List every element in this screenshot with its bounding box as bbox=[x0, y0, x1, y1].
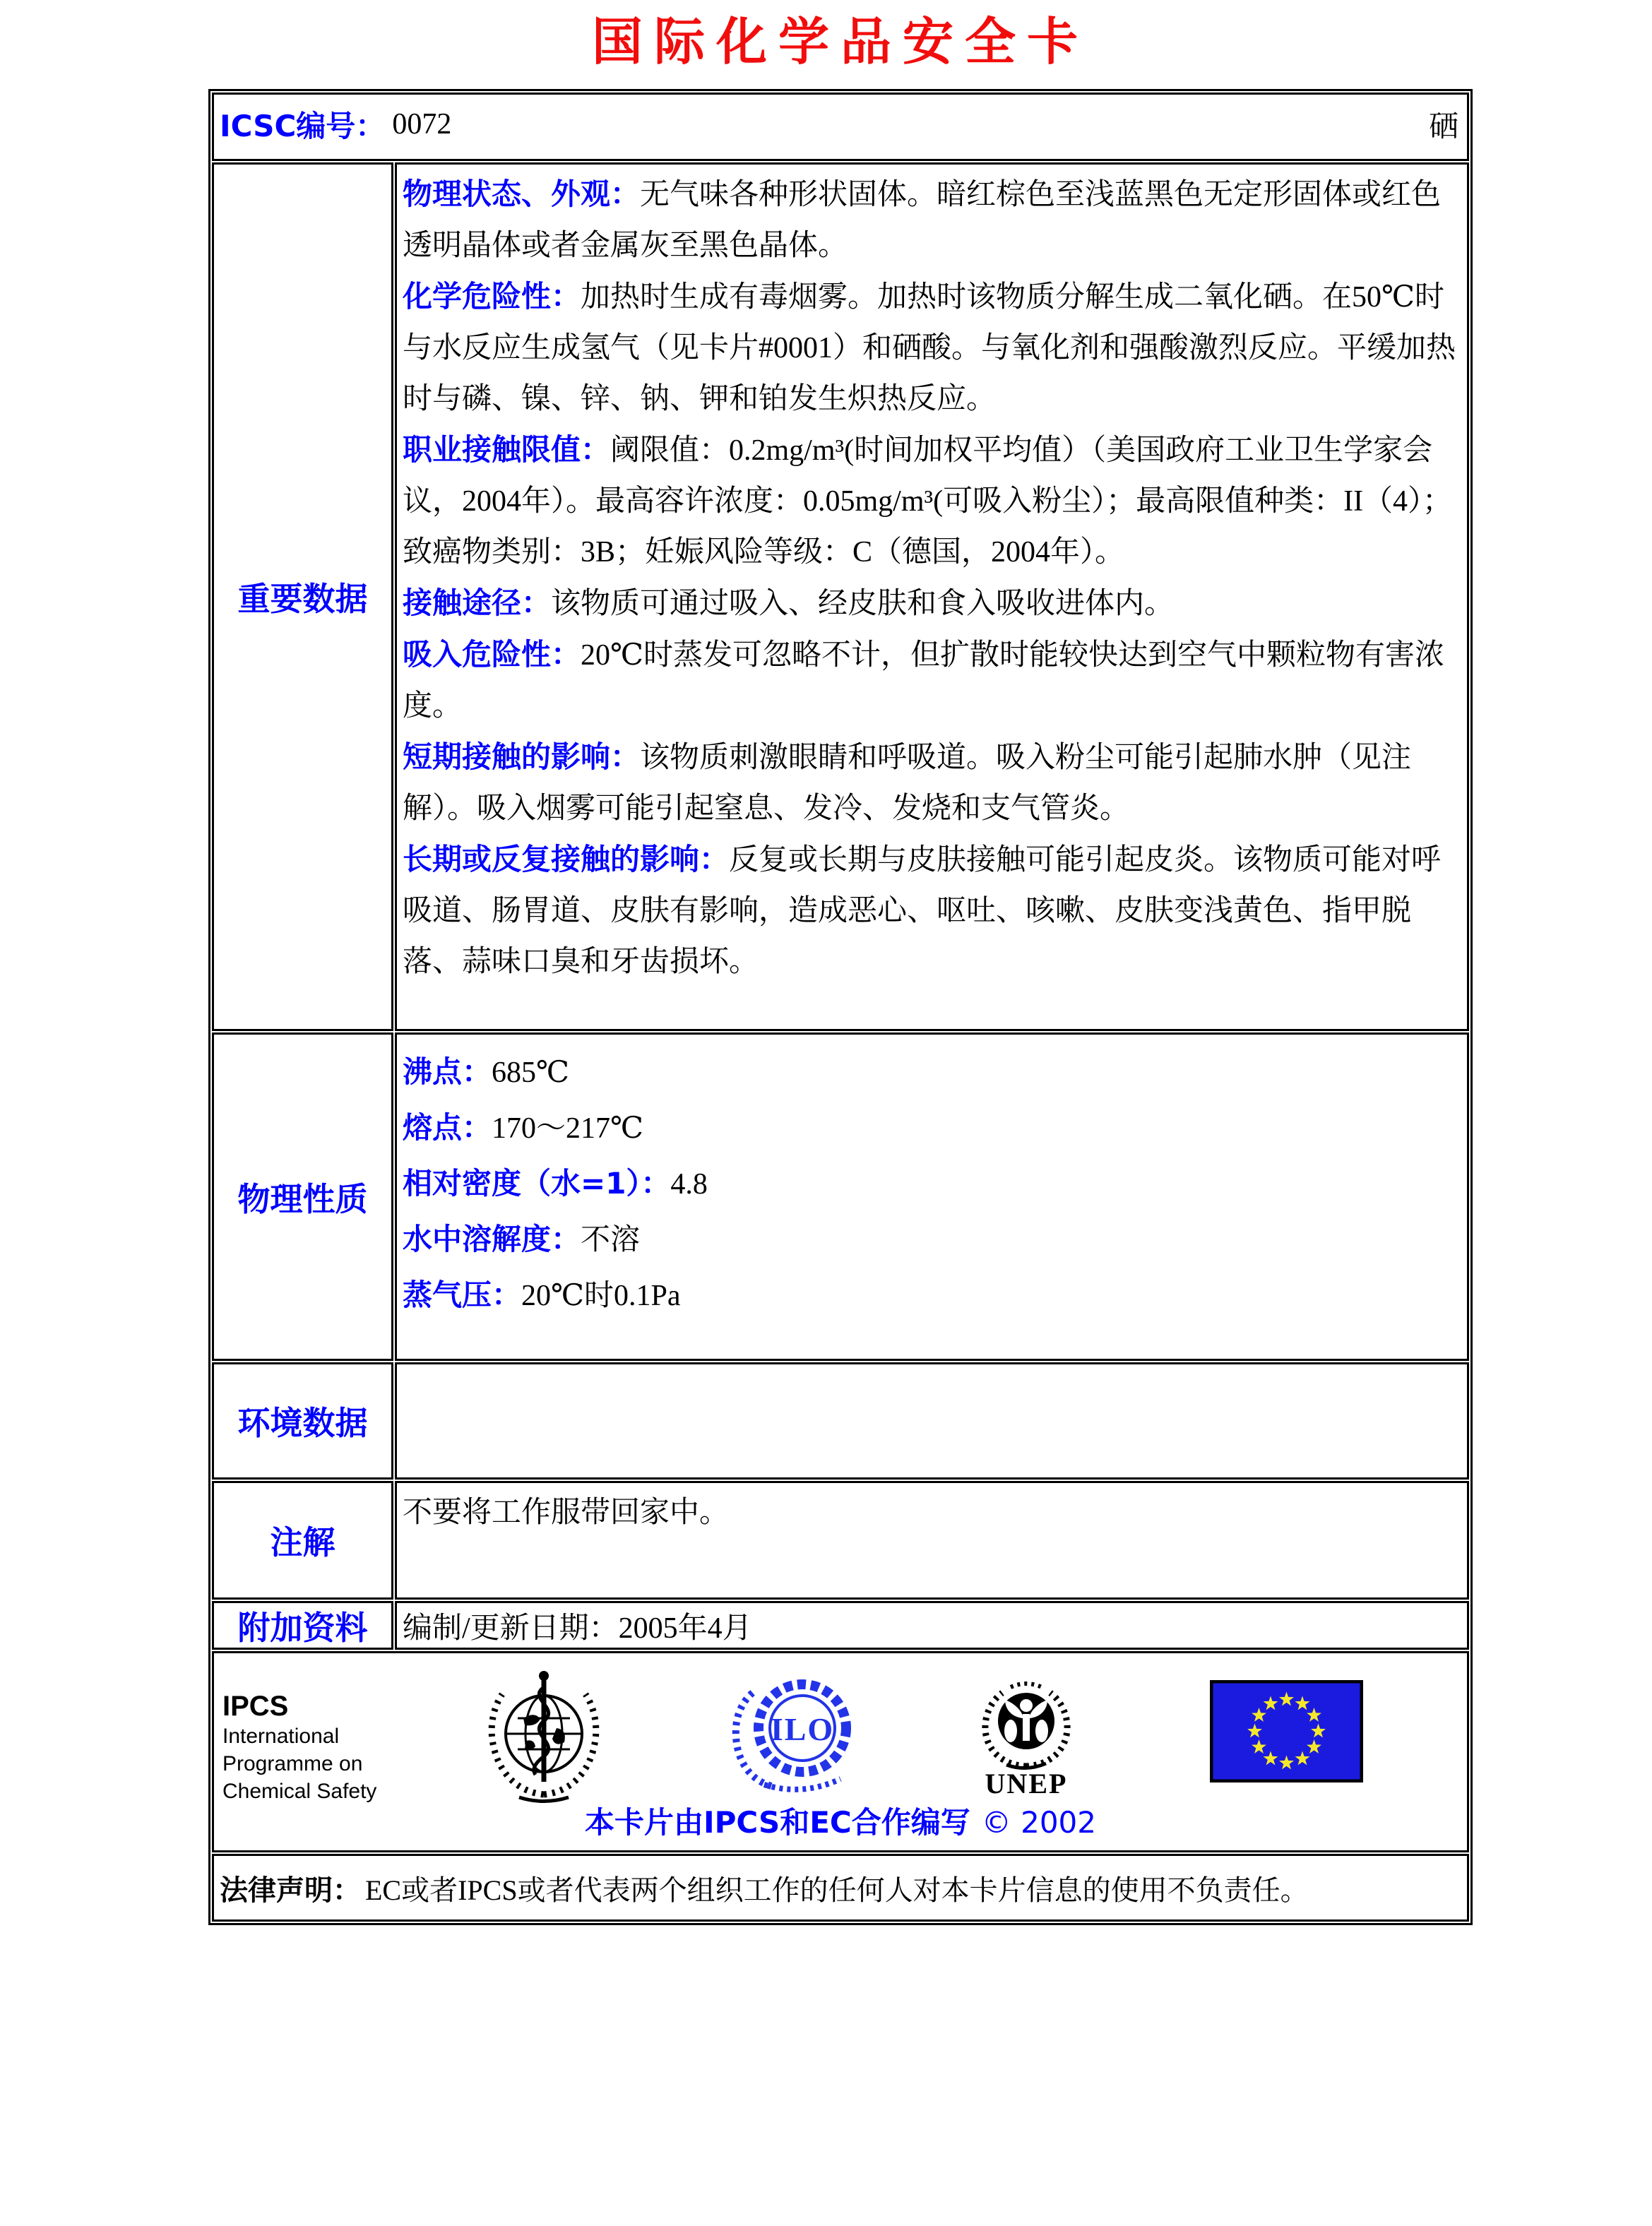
physical-properties-content bbox=[395, 1032, 1469, 1361]
logos-row bbox=[212, 1651, 1469, 1852]
ipcs-subtitle-line: Chemical Safety bbox=[222, 1780, 377, 1803]
ipcs-text-block bbox=[222, 1690, 376, 1805]
header-row bbox=[212, 93, 1469, 161]
icsc-table bbox=[208, 89, 1473, 1925]
physical-state-paragraph: 物理状态、外观：无气味各种形状固体。暗红棕色至浅蓝黑色无定形固体或红色透明晶体或者金属灰至黑色晶体。 bbox=[403, 177, 1442, 262]
section-label-physical-properties: 物理性质 bbox=[212, 1032, 393, 1361]
ipcs-subtitle-line: Programme on bbox=[222, 1752, 363, 1775]
who-logo-icon bbox=[477, 1663, 611, 1804]
header-cell bbox=[212, 93, 1469, 161]
occupational-limits-label: 职业接触限值： bbox=[403, 432, 611, 467]
icsc-number-label: ICSC编号： bbox=[220, 108, 386, 143]
additional-info-content: 编制/更新日期：2005年4月 bbox=[395, 1601, 1469, 1650]
eu-flag-icon bbox=[1210, 1680, 1363, 1782]
chemical-danger-label: 化学危险性： bbox=[403, 279, 581, 314]
chemical-name: 硒 bbox=[1428, 110, 1458, 143]
additional-info-row bbox=[212, 1601, 1469, 1650]
inhalation-risk-label: 吸入危险性： bbox=[403, 637, 581, 672]
cooperation-caption bbox=[214, 1799, 1467, 1842]
exposure-routes-paragraph: 接触途径：该物质可通过吸入、经皮肤和食入吸收进体内。 bbox=[403, 585, 1175, 620]
section-label-important-data: 重要数据 bbox=[212, 162, 393, 1031]
environmental-data-row bbox=[212, 1362, 1469, 1480]
exposure-routes-label: 接触途径： bbox=[403, 585, 552, 620]
important-data-content bbox=[395, 162, 1469, 1031]
page-title: 国际化学品安全卡 bbox=[591, 12, 1089, 71]
section-label-environmental-data: 环境数据 bbox=[212, 1362, 393, 1480]
long-term-effects-label: 长期或反复接触的影响： bbox=[403, 842, 730, 876]
water-solubility-line: 水中溶解度：不溶 bbox=[403, 1222, 641, 1256]
section-label-notes: 注解 bbox=[212, 1481, 393, 1600]
short-term-effects-label: 短期接触的影响： bbox=[403, 739, 641, 774]
occupational-limits-paragraph: 职业接触限值：阈限值：0.2mg/m³(时间加权平均值）（美国政府工业卫生学家会议，2004年）。最高容许浓度：0.05mg/m³(可吸入粉尘）；最高限值种类：II（4）；致癌物类别：3B；妊娠风险等级：C（德国，2004年）。 bbox=[403, 432, 1453, 569]
notes-content bbox=[395, 1481, 1469, 1600]
legal-text: EC或者IPCS或者代表两个组织工作的任何人对本卡片信息的使用不负责任。 bbox=[365, 1874, 1309, 1906]
legal-cell bbox=[212, 1854, 1469, 1922]
physical-state-label: 物理状态、外观： bbox=[403, 177, 641, 211]
long-term-effects-paragraph: 长期或反复接触的影响：反复或长期与皮肤接触可能引起皮炎。该物质可能对呼吸道、肠胃道、皮肤有影响，造成恶心、呕吐、咳嗽、皮肤变浅黄色、指甲脱落、蒜味口臭和牙齿损坏。 bbox=[403, 842, 1442, 978]
notes-row bbox=[212, 1481, 1469, 1600]
legal-label: 法律声明： bbox=[220, 1874, 361, 1907]
ilo-logo-text: ILO bbox=[770, 1711, 835, 1747]
icsc-number-value: 0072 bbox=[392, 107, 452, 141]
ipcs-subtitle-line: International bbox=[222, 1725, 340, 1748]
relative-density-line: 相对密度（水=1）：4.8 bbox=[403, 1166, 708, 1201]
unep-logo-icon bbox=[961, 1666, 1091, 1796]
caption-year: © 2002 bbox=[981, 1805, 1097, 1840]
caption-text: 本卡片由IPCS和EC合作编写 bbox=[584, 1805, 970, 1840]
section-label-additional-info: 附加资料 bbox=[212, 1601, 393, 1650]
legal-row bbox=[212, 1854, 1469, 1922]
physical-properties-row bbox=[212, 1032, 1469, 1361]
important-data-row bbox=[212, 162, 1469, 1031]
vapor-pressure-line: 蒸气压：20℃时0.1Pa bbox=[403, 1278, 681, 1312]
unep-logo-text: UNEP bbox=[985, 1768, 1068, 1796]
notes-text: 不要将工作服带回家中。 bbox=[403, 1496, 730, 1529]
boiling-point-line: 沸点：685℃ bbox=[403, 1054, 569, 1089]
logos-cell bbox=[212, 1651, 1469, 1852]
environmental-data-content bbox=[395, 1362, 1469, 1480]
ipcs-title: IPCS bbox=[222, 1691, 289, 1722]
inhalation-risk-paragraph: 吸入危险性：20℃时蒸发可忽略不计，但扩散时能较快达到空气中颗粒物有害浓度。 bbox=[403, 637, 1445, 722]
short-term-effects-paragraph: 短期接触的影响：该物质刺激眼睛和呼吸道。吸入粉尘可能引起肺水肿（见注解）。吸入烟雾可能引起窒息、发冷、发烧和支气管炎。 bbox=[403, 739, 1412, 825]
ilo-logo-icon bbox=[727, 1673, 858, 1795]
melting-point-line: 熔点：170～217℃ bbox=[403, 1110, 643, 1145]
chemical-danger-paragraph: 化学危险性：加热时生成有毒烟雾。加热时该物质分解生成二氧化硒。在50℃时与水反应生成氢气（见卡片#0001）和硒酸。与氧化剂和强酸激烈反应。平缓加热时与磷、镍、锌、钠、钾和铂发生炽热反应。 bbox=[403, 279, 1456, 415]
